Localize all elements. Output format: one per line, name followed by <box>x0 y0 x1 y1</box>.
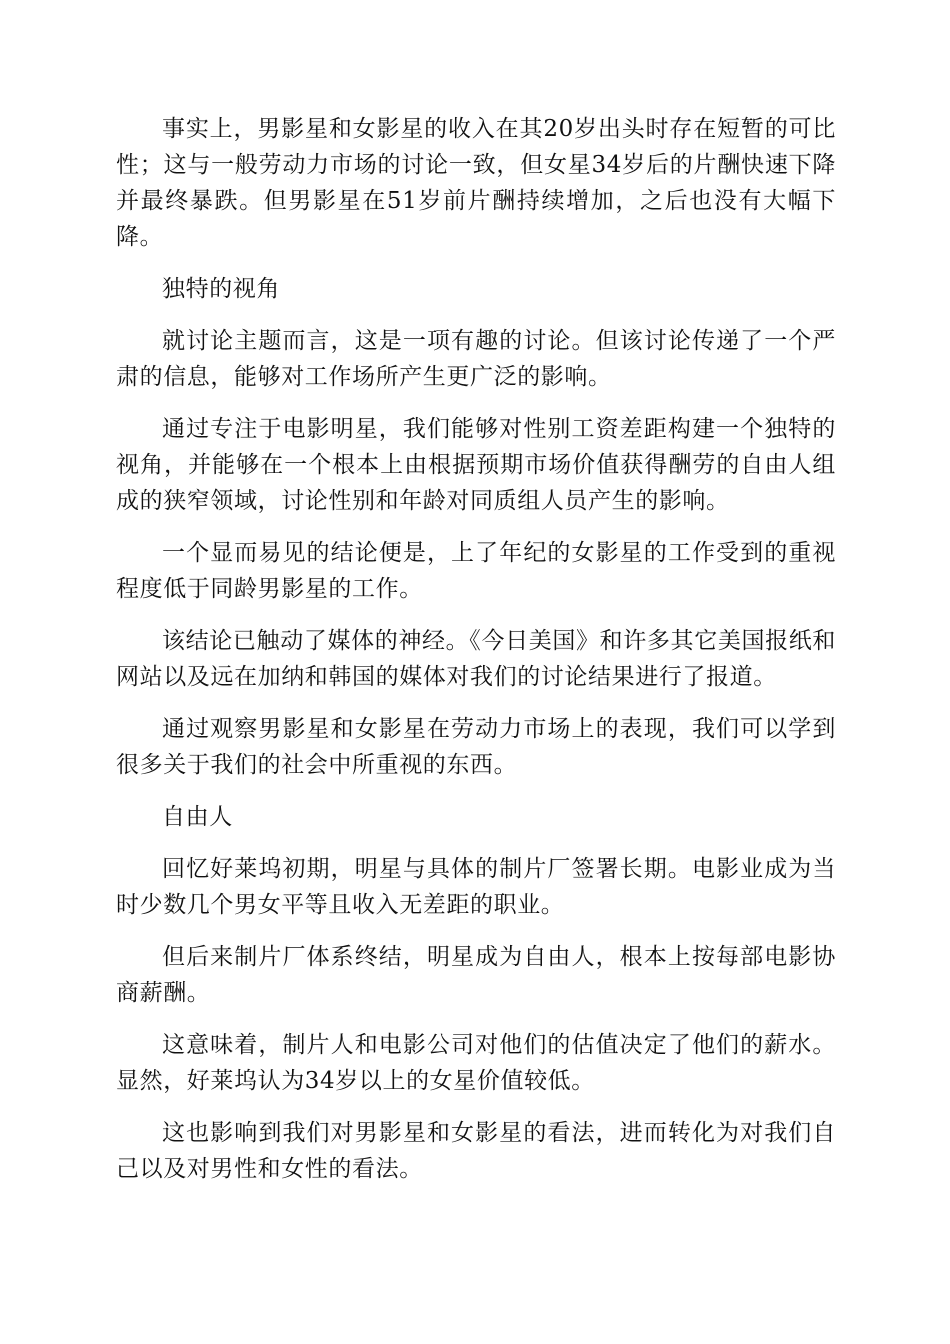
section-heading-unique-perspective: 独特的视角 <box>162 276 280 302</box>
paragraph-media-coverage: 该结论已触动了媒体的神经。《今日美国》和许多其它美国报纸和网站以及远在加纳和韩国的媒体对我们的讨论结果进行了报道。 <box>116 628 836 690</box>
paragraph-serious-message: 就讨论主题而言，这是一项有趣的讨论。但该讨论传递了一个严肃的信息，能够对工作场所产生更广泛的影响。 <box>116 328 836 390</box>
paragraph-film-stars-focus: 通过专注于电影明星，我们能够对性别工资差距构建一个独特的视角，并能够在一个根本上由根据预期市场价值获得酬劳的自由人组成的狭窄领域，讨论性别和年龄对同质组人员产生的影响。 <box>116 416 836 514</box>
paragraph-perception-impact: 这也影响到我们对男影星和女影星的看法，进而转化为对我们自己以及对男性和女性的看法。 <box>116 1120 836 1182</box>
paragraph-labor-market-lessons: 通过观察男影星和女影星在劳动力市场上的表现，我们可以学到很多关于我们的社会中所重视的东西。 <box>116 716 836 778</box>
section-heading-free-agents: 自由人 <box>162 804 233 830</box>
paragraph-early-hollywood: 回忆好莱坞初期，明星与具体的制片厂签署长期。电影业成为当时少数几个男女平等且收入无差距的职业。 <box>116 856 836 918</box>
paragraph-obvious-conclusion: 一个显而易见的结论便是，上了年纪的女影星的工作受到的重视程度低于同龄男影星的工作。 <box>116 540 836 602</box>
paragraph-studio-system-end: 但后来制片厂体系终结，明星成为自由人，根本上按每部电影协商薪酬。 <box>116 944 836 1006</box>
document-body <box>116 111 836 1203</box>
paragraph-earnings-comparison: 事实上，男影星和女影星的收入在其20岁出头时存在短暂的可比性；这与一般劳动力市场的讨论一致，但女星34岁后的片酬快速下降并最终暴跌。但男影星在51岁前片酬持续增加，之后也没有大幅下降。 <box>116 116 836 250</box>
paragraph-valuation-salary: 这意味着，制片人和电影公司对他们的估值决定了他们的薪水。显然，好莱坞认为34岁以上的女星价值较低。 <box>116 1032 836 1094</box>
